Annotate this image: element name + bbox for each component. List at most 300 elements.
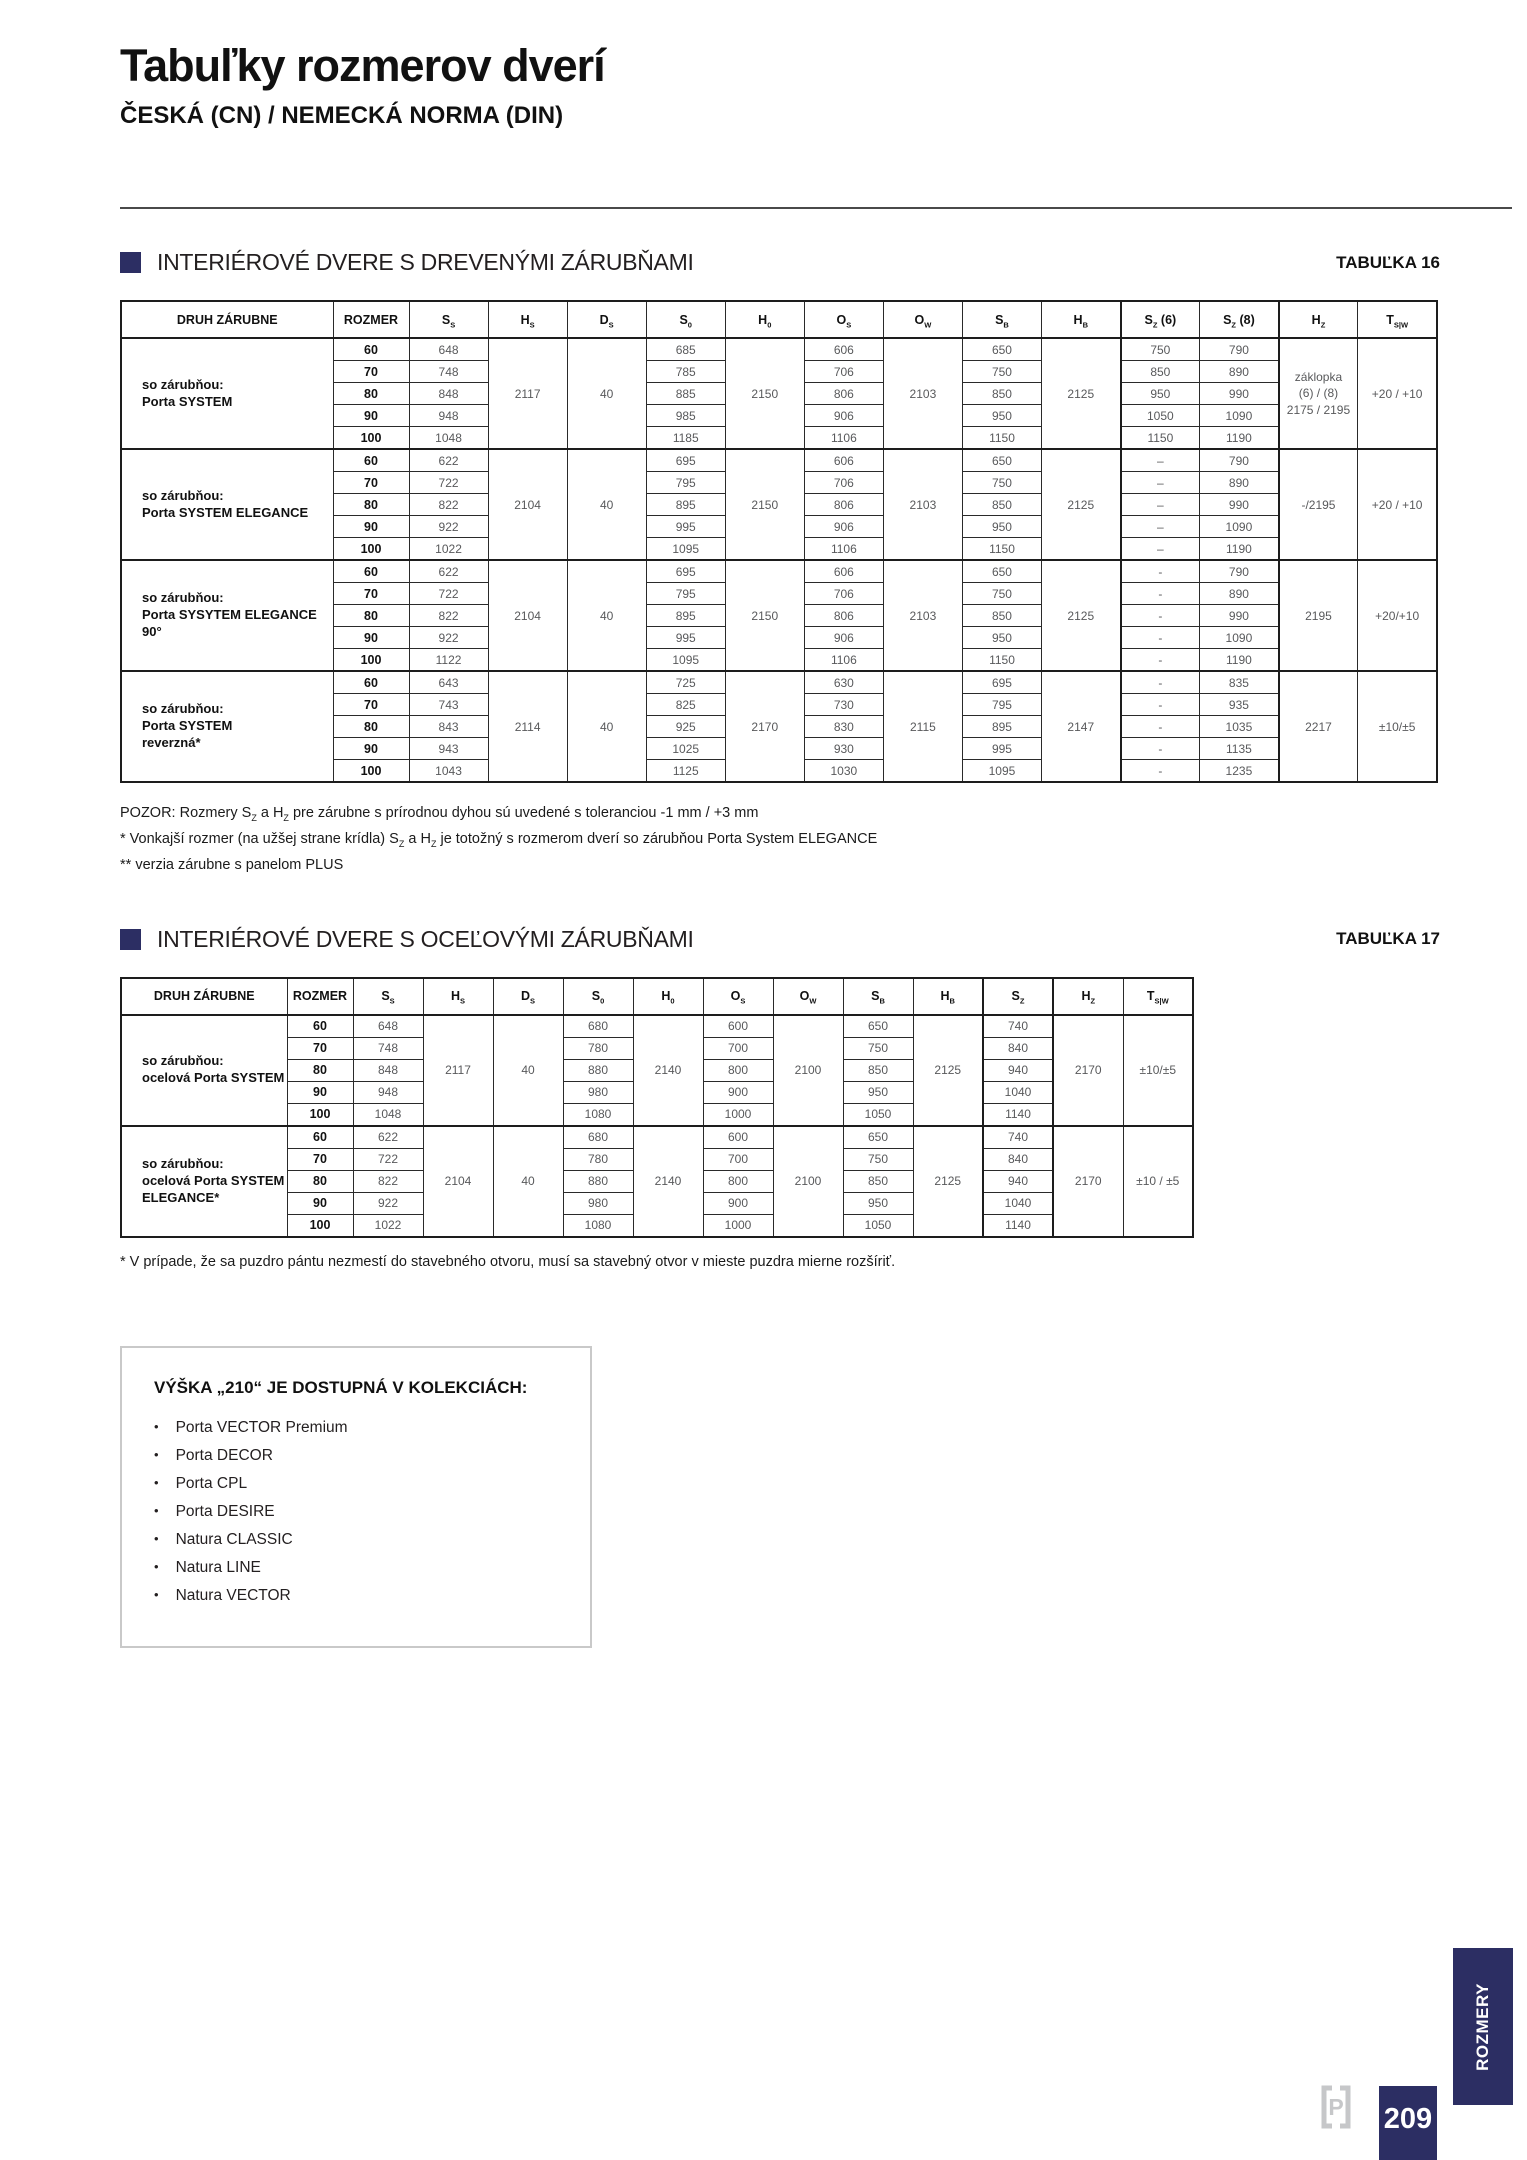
cell-sz6: – [1121, 516, 1200, 538]
cell-ss: 1048 [353, 1103, 423, 1126]
cell-tsw: +20 / +10 [1358, 338, 1437, 449]
header-divider [120, 207, 1512, 209]
cell-ss: 822 [353, 1170, 423, 1192]
cell-hz: 2195 [1279, 560, 1358, 671]
cell-s0: 895 [646, 605, 725, 627]
collection-item: • Natura VECTOR [154, 1588, 590, 1603]
cell-rozmer: 60 [333, 449, 409, 472]
cell-sz6: - [1121, 605, 1200, 627]
col-header-s0: $S_0$ [563, 978, 633, 1015]
cell-sz6: - [1121, 560, 1200, 583]
section-heading: INTERIÉROVÉ DVERE S OCEĽOVÝMI ZÁRUBŇAMI [157, 925, 694, 952]
cell-os: 800 [703, 1170, 773, 1192]
cell-ds: 40 [567, 671, 646, 782]
cell-os: 1106 [804, 538, 883, 561]
cell-s0: 795 [646, 472, 725, 494]
cell-rozmer: 100 [333, 649, 409, 672]
cell-ss: 748 [409, 361, 488, 383]
group-label: so zárubňou: ocelová Porta SYSTEM [121, 1015, 287, 1126]
cell-sz8: 890 [1200, 583, 1279, 605]
cell-hs: 2104 [488, 560, 567, 671]
cell-sb: 895 [962, 716, 1041, 738]
cell-os: 930 [804, 738, 883, 760]
col-header-h0: $H_0$ [633, 978, 703, 1015]
col-header-ss: $S_S$ [409, 301, 488, 338]
cell-tsw: ±10 / ±5 [1123, 1126, 1193, 1237]
cell-sz8: 1190 [1200, 649, 1279, 672]
collection-item: • Porta CPL [154, 1476, 590, 1491]
cell-s0: 980 [563, 1192, 633, 1214]
page-number: 209 [1383, 2102, 1433, 2135]
collection-item: • Porta DESIRE [154, 1504, 590, 1519]
cell-os: 1106 [804, 427, 883, 450]
cell-sz8: 1190 [1200, 538, 1279, 561]
cell-tsw: +20/+10 [1358, 560, 1437, 671]
cell-sb: 750 [843, 1037, 913, 1059]
cell-h0: 2140 [633, 1015, 703, 1126]
section-heading: INTERIÉROVÉ DVERE S DREVENÝMI ZÁRUBŇAMI [157, 249, 694, 275]
table-16-label: TABUĽKA 16 [1336, 252, 1440, 272]
cell-ow: 2100 [773, 1015, 843, 1126]
group-label: so zárubňou: Porta SYSYTEM ELEGANCE 90° [121, 560, 333, 671]
footnote: POZOR: Rozmery $S_Z$ a $H_Z$ pre zárubne s prírodnou dyhou sú uvedené s toleranciou -1 mm / +3 mm [120, 805, 759, 823]
cell-sz8: 835 [1200, 671, 1279, 694]
cell-ow: 2103 [883, 560, 962, 671]
cell-ss: 643 [409, 671, 488, 694]
cell-sb: 750 [962, 472, 1041, 494]
cell-ow: 2100 [773, 1126, 843, 1237]
cell-sz6: - [1121, 671, 1200, 694]
cell-rozmer: 70 [333, 361, 409, 383]
col-header-ow: $O_W$ [883, 301, 962, 338]
cell-hs: 2117 [488, 338, 567, 449]
table-row [121, 560, 1437, 583]
col-header-sz: $S_Z$ [983, 978, 1053, 1015]
table-row [121, 449, 1437, 472]
cell-ow: 2103 [883, 338, 962, 449]
cell-ss: 922 [409, 516, 488, 538]
table-row [121, 338, 1437, 361]
cell-os: 906 [804, 627, 883, 649]
cell-s0: 1080 [563, 1214, 633, 1237]
cell-sb: 950 [843, 1192, 913, 1214]
cell-os: 1106 [804, 649, 883, 672]
footnote: ** verzia zárubne s panelom PLUS [120, 856, 344, 873]
cell-s0: 1080 [563, 1103, 633, 1126]
cell-os: 906 [804, 405, 883, 427]
table-16-footnotes [120, 803, 1440, 876]
cell-s0: 780 [563, 1037, 633, 1059]
cell-os: 630 [804, 671, 883, 694]
cell-s0: 695 [646, 449, 725, 472]
cell-sz6: 1150 [1121, 427, 1200, 450]
col-header-sz8: $S_Z$ (8) [1200, 301, 1279, 338]
cell-hs: 2117 [423, 1015, 493, 1126]
col-header-os: $O_S$ [804, 301, 883, 338]
cell-s0: 785 [646, 361, 725, 383]
cell-sz8: 1135 [1200, 738, 1279, 760]
cell-sz6: - [1121, 627, 1200, 649]
cell-sz8: 990 [1200, 605, 1279, 627]
cell-s0: 880 [563, 1059, 633, 1081]
col-header-label: DRUH ZÁRUBNE [121, 301, 333, 338]
cell-ss: 848 [409, 383, 488, 405]
col-header-ss: $S_S$ [353, 978, 423, 1015]
cell-sz6: – [1121, 538, 1200, 561]
cell-sb: 795 [962, 694, 1041, 716]
cell-ss: 722 [409, 583, 488, 605]
cell-ds: 40 [567, 449, 646, 560]
collection-item: • Porta DECOR [154, 1448, 590, 1463]
cell-ss: 822 [409, 494, 488, 516]
cell-s0: 725 [646, 671, 725, 694]
page-content [120, 0, 1440, 1648]
cell-sb: 850 [843, 1170, 913, 1192]
table-row [121, 671, 1437, 694]
collections-box-heading: VÝŠKA „210“ JE DOSTUPNÁ V KOLEKCIÁCH: [154, 1377, 528, 1397]
cell-sb: 1150 [962, 649, 1041, 672]
cell-os: 806 [804, 383, 883, 405]
cell-tsw: +20 / +10 [1358, 449, 1437, 560]
cell-ow: 2115 [883, 671, 962, 782]
cell-s0: 985 [646, 405, 725, 427]
cell-sz6: – [1121, 449, 1200, 472]
col-header-hz: $H_Z$ [1279, 301, 1358, 338]
cell-rozmer: 90 [333, 516, 409, 538]
table-row [121, 1126, 1193, 1149]
cell-h0: 2170 [725, 671, 804, 782]
cell-s0: 1125 [646, 760, 725, 783]
cell-ss: 822 [409, 605, 488, 627]
cell-sb: 1150 [962, 427, 1041, 450]
cell-sb: 1050 [843, 1214, 913, 1237]
cell-sz8: 1190 [1200, 427, 1279, 450]
cell-os: 606 [804, 338, 883, 361]
cell-h0: 2140 [633, 1126, 703, 1237]
cell-sz6: - [1121, 716, 1200, 738]
cell-hz: 2170 [1053, 1126, 1123, 1237]
cell-ss: 1022 [353, 1214, 423, 1237]
cell-sb: 750 [843, 1148, 913, 1170]
cell-sz6: 950 [1121, 383, 1200, 405]
cell-ss: 848 [353, 1059, 423, 1081]
col-header-sb: $S_B$ [962, 301, 1041, 338]
cell-hb: 2125 [913, 1015, 983, 1126]
cell-rozmer: 90 [287, 1192, 353, 1214]
col-header-s0: $S_0$ [646, 301, 725, 338]
cell-rozmer: 100 [333, 538, 409, 561]
cell-os: 906 [804, 516, 883, 538]
cell-s0: 685 [646, 338, 725, 361]
cell-ds: 40 [493, 1126, 563, 1237]
cell-rozmer: 70 [287, 1148, 353, 1170]
cell-sz: 940 [983, 1170, 1053, 1192]
collections-box [120, 1346, 592, 1648]
col-header-hb: $H_B$ [1042, 301, 1121, 338]
cell-os: 806 [804, 605, 883, 627]
cell-os: 1000 [703, 1214, 773, 1237]
rozmery-side-tab-label: ROZMERY [1473, 1982, 1492, 2071]
cell-sb: 950 [843, 1081, 913, 1103]
page-title: Tabuľky rozmerov dverí [120, 40, 605, 91]
section-marker-icon [120, 929, 141, 950]
cell-sz6: - [1121, 694, 1200, 716]
footnote: * Vonkajší rozmer (na užšej strane krídla) $S_Z$ a $H_Z$ je totožný s rozmerom dverí so zárubňou Porta System ELEGANCE [120, 830, 878, 849]
cell-os: 700 [703, 1037, 773, 1059]
group-label: so zárubňou: Porta SYSTEM ELEGANCE [121, 449, 333, 560]
cell-ss: 648 [353, 1015, 423, 1038]
cell-rozmer: 60 [333, 560, 409, 583]
collections-list [154, 1420, 590, 1603]
cell-sz: 1040 [983, 1192, 1053, 1214]
table-17-footnote: * V prípade, že sa puzdro pántu nezmestí do stavebného otvoru, musí sa stavebný otvor v mieste puzdra mierne rozšíriť. [120, 1253, 896, 1270]
group-label: so zárubňou: Porta SYSTEM reverzná* [121, 671, 333, 782]
porta-logo-icon [1320, 2085, 1352, 2129]
cell-sb: 695 [962, 671, 1041, 694]
cell-h0: 2150 [725, 560, 804, 671]
cell-ss: 922 [409, 627, 488, 649]
cell-s0: 1185 [646, 427, 725, 450]
cell-s0: 1095 [646, 538, 725, 561]
cell-hz: 2217 [1279, 671, 1358, 782]
cell-rozmer: 60 [333, 338, 409, 361]
cell-sz: 940 [983, 1059, 1053, 1081]
cell-sb: 950 [962, 516, 1041, 538]
cell-rozmer: 100 [333, 427, 409, 450]
cell-sb: 995 [962, 738, 1041, 760]
table-17-container [120, 977, 1440, 1238]
cell-rozmer: 70 [287, 1037, 353, 1059]
cell-hz: 2170 [1053, 1015, 1123, 1126]
table-header-row [121, 301, 1437, 338]
cell-hb: 2125 [1042, 560, 1121, 671]
cell-os: 730 [804, 694, 883, 716]
cell-s0: 825 [646, 694, 725, 716]
cell-tsw: ±10/±5 [1358, 671, 1437, 782]
cell-sz: 840 [983, 1148, 1053, 1170]
cell-ss: 1022 [409, 538, 488, 561]
table-16-container [120, 300, 1440, 783]
cell-ds: 40 [567, 338, 646, 449]
cell-sb: 650 [843, 1015, 913, 1038]
cell-rozmer: 70 [333, 694, 409, 716]
cell-rozmer: 80 [287, 1170, 353, 1192]
cell-ss: 943 [409, 738, 488, 760]
collection-item: • Natura CLASSIC [154, 1532, 590, 1547]
cell-sb: 950 [962, 405, 1041, 427]
cell-os: 706 [804, 361, 883, 383]
cell-rozmer: 70 [333, 583, 409, 605]
cell-sz6: 850 [1121, 361, 1200, 383]
cell-hs: 2104 [423, 1126, 493, 1237]
cell-ss: 1043 [409, 760, 488, 783]
cell-sz8: 1090 [1200, 405, 1279, 427]
cell-rozmer: 90 [333, 627, 409, 649]
col-header-rozmer: ROZMER [333, 301, 409, 338]
cell-s0: 1025 [646, 738, 725, 760]
cell-sz8: 935 [1200, 694, 1279, 716]
cell-ss: 922 [353, 1192, 423, 1214]
cell-ss: 948 [409, 405, 488, 427]
col-header-tsw: $T_{S|W}$ [1123, 978, 1193, 1015]
cell-os: 606 [804, 560, 883, 583]
col-header-label: DRUH ZÁRUBNE [121, 978, 287, 1015]
cell-sb: 850 [962, 494, 1041, 516]
cell-s0: 980 [563, 1081, 633, 1103]
cell-sb: 850 [962, 605, 1041, 627]
cell-ss: 622 [409, 560, 488, 583]
cell-rozmer: 80 [333, 383, 409, 405]
cell-os: 700 [703, 1148, 773, 1170]
cell-os: 800 [703, 1059, 773, 1081]
cell-sz: 1140 [983, 1214, 1053, 1237]
col-header-ds: $D_S$ [493, 978, 563, 1015]
cell-sb: 1050 [843, 1103, 913, 1126]
col-header-tsw: $T_{S|W}$ [1358, 301, 1437, 338]
page-subtitle: ČESKÁ (CN) / NEMECKÁ NORMA (DIN) [120, 102, 564, 129]
section-header-wooden-frames [120, 249, 1440, 276]
cell-hb: 2125 [913, 1126, 983, 1237]
cell-sz8: 1090 [1200, 627, 1279, 649]
cell-ss: 622 [353, 1126, 423, 1149]
col-header-sz6: $S_Z$ (6) [1121, 301, 1200, 338]
cell-sz8: 990 [1200, 383, 1279, 405]
cell-sb: 750 [962, 361, 1041, 383]
section-header-steel-frames [120, 926, 1440, 953]
cell-os: 706 [804, 472, 883, 494]
cell-s0: 1095 [646, 649, 725, 672]
rozmery-side-tab [1453, 1948, 1513, 2105]
cell-sb: 650 [843, 1126, 913, 1149]
col-header-hz: $H_Z$ [1053, 978, 1123, 1015]
cell-s0: 880 [563, 1170, 633, 1192]
cell-s0: 795 [646, 583, 725, 605]
cell-os: 600 [703, 1015, 773, 1038]
cell-sz: 840 [983, 1037, 1053, 1059]
cell-sz8: 890 [1200, 361, 1279, 383]
cell-s0: 925 [646, 716, 725, 738]
cell-sz6: 750 [1121, 338, 1200, 361]
cell-s0: 680 [563, 1015, 633, 1038]
cell-rozmer: 100 [287, 1214, 353, 1237]
cell-os: 1000 [703, 1103, 773, 1126]
col-header-sb: $S_B$ [843, 978, 913, 1015]
cell-sb: 850 [962, 383, 1041, 405]
cell-rozmer: 90 [333, 405, 409, 427]
cell-os: 900 [703, 1081, 773, 1103]
cell-os: 706 [804, 583, 883, 605]
col-header-hb: $H_B$ [913, 978, 983, 1015]
cell-ss: 648 [409, 338, 488, 361]
cell-sb: 1150 [962, 538, 1041, 561]
cell-os: 900 [703, 1192, 773, 1214]
cell-sz8: 1235 [1200, 760, 1279, 783]
table-row [121, 1015, 1193, 1038]
col-header-os: $O_S$ [703, 978, 773, 1015]
cell-sb: 650 [962, 560, 1041, 583]
cell-sb: 750 [962, 583, 1041, 605]
section-marker-icon [120, 252, 141, 273]
cell-sz8: 1090 [1200, 516, 1279, 538]
cell-sb: 850 [843, 1059, 913, 1081]
cell-sz: 740 [983, 1126, 1053, 1149]
cell-sz8: 1035 [1200, 716, 1279, 738]
col-header-ow: $O_W$ [773, 978, 843, 1015]
svg-text:P: P [1328, 2094, 1344, 2120]
cell-h0: 2150 [725, 449, 804, 560]
cell-ss: 843 [409, 716, 488, 738]
cell-ss: 743 [409, 694, 488, 716]
cell-s0: 995 [646, 516, 725, 538]
cell-ss: 1048 [409, 427, 488, 450]
cell-sz: 1140 [983, 1103, 1053, 1126]
cell-sb: 1095 [962, 760, 1041, 783]
cell-rozmer: 100 [333, 760, 409, 783]
cell-sb: 950 [962, 627, 1041, 649]
cell-s0: 885 [646, 383, 725, 405]
cell-sz: 1040 [983, 1081, 1053, 1103]
col-header-hs: $H_S$ [488, 301, 567, 338]
cell-rozmer: 90 [333, 738, 409, 760]
cell-s0: 695 [646, 560, 725, 583]
cell-sz8: 890 [1200, 472, 1279, 494]
cell-hz: -/2195 [1279, 449, 1358, 560]
cell-ss: 1122 [409, 649, 488, 672]
cell-hz: záklopka (6) / (8) 2175 / 2195 [1279, 338, 1358, 449]
cell-sz6: – [1121, 494, 1200, 516]
cell-sz8: 790 [1200, 449, 1279, 472]
collection-item: • Natura LINE [154, 1560, 590, 1575]
cell-hs: 2114 [488, 671, 567, 782]
col-header-ds: $D_S$ [567, 301, 646, 338]
table-17 [120, 977, 1194, 1238]
cell-tsw: ±10/±5 [1123, 1015, 1193, 1126]
group-label: so zárubňou: Porta SYSTEM [121, 338, 333, 449]
cell-ss: 722 [409, 472, 488, 494]
col-header-rozmer: ROZMER [287, 978, 353, 1015]
table-17-label: TABUĽKA 17 [1336, 929, 1440, 949]
cell-os: 830 [804, 716, 883, 738]
cell-s0: 895 [646, 494, 725, 516]
cell-sz6: – [1121, 472, 1200, 494]
cell-ds: 40 [567, 560, 646, 671]
cell-ds: 40 [493, 1015, 563, 1126]
cell-sz6: - [1121, 583, 1200, 605]
cell-sz6: - [1121, 649, 1200, 672]
cell-os: 606 [804, 449, 883, 472]
cell-sz6: - [1121, 760, 1200, 783]
cell-s0: 995 [646, 627, 725, 649]
cell-hs: 2104 [488, 449, 567, 560]
cell-rozmer: 80 [287, 1059, 353, 1081]
cell-rozmer: 90 [287, 1081, 353, 1103]
cell-rozmer: 80 [333, 605, 409, 627]
cell-rozmer: 60 [287, 1126, 353, 1149]
page-number-badge [1379, 2086, 1437, 2160]
cell-hb: 2125 [1042, 338, 1121, 449]
cell-sz8: 990 [1200, 494, 1279, 516]
cell-ss: 722 [353, 1148, 423, 1170]
table-header-row [121, 978, 1193, 1015]
cell-sz8: 790 [1200, 338, 1279, 361]
cell-ss: 748 [353, 1037, 423, 1059]
cell-rozmer: 100 [287, 1103, 353, 1126]
cell-sb: 650 [962, 338, 1041, 361]
cell-sz: 740 [983, 1015, 1053, 1038]
cell-sz6: 1050 [1121, 405, 1200, 427]
cell-rozmer: 80 [333, 494, 409, 516]
group-label: so zárubňou: ocelová Porta SYSTEM ELEGANCE* [121, 1126, 287, 1237]
